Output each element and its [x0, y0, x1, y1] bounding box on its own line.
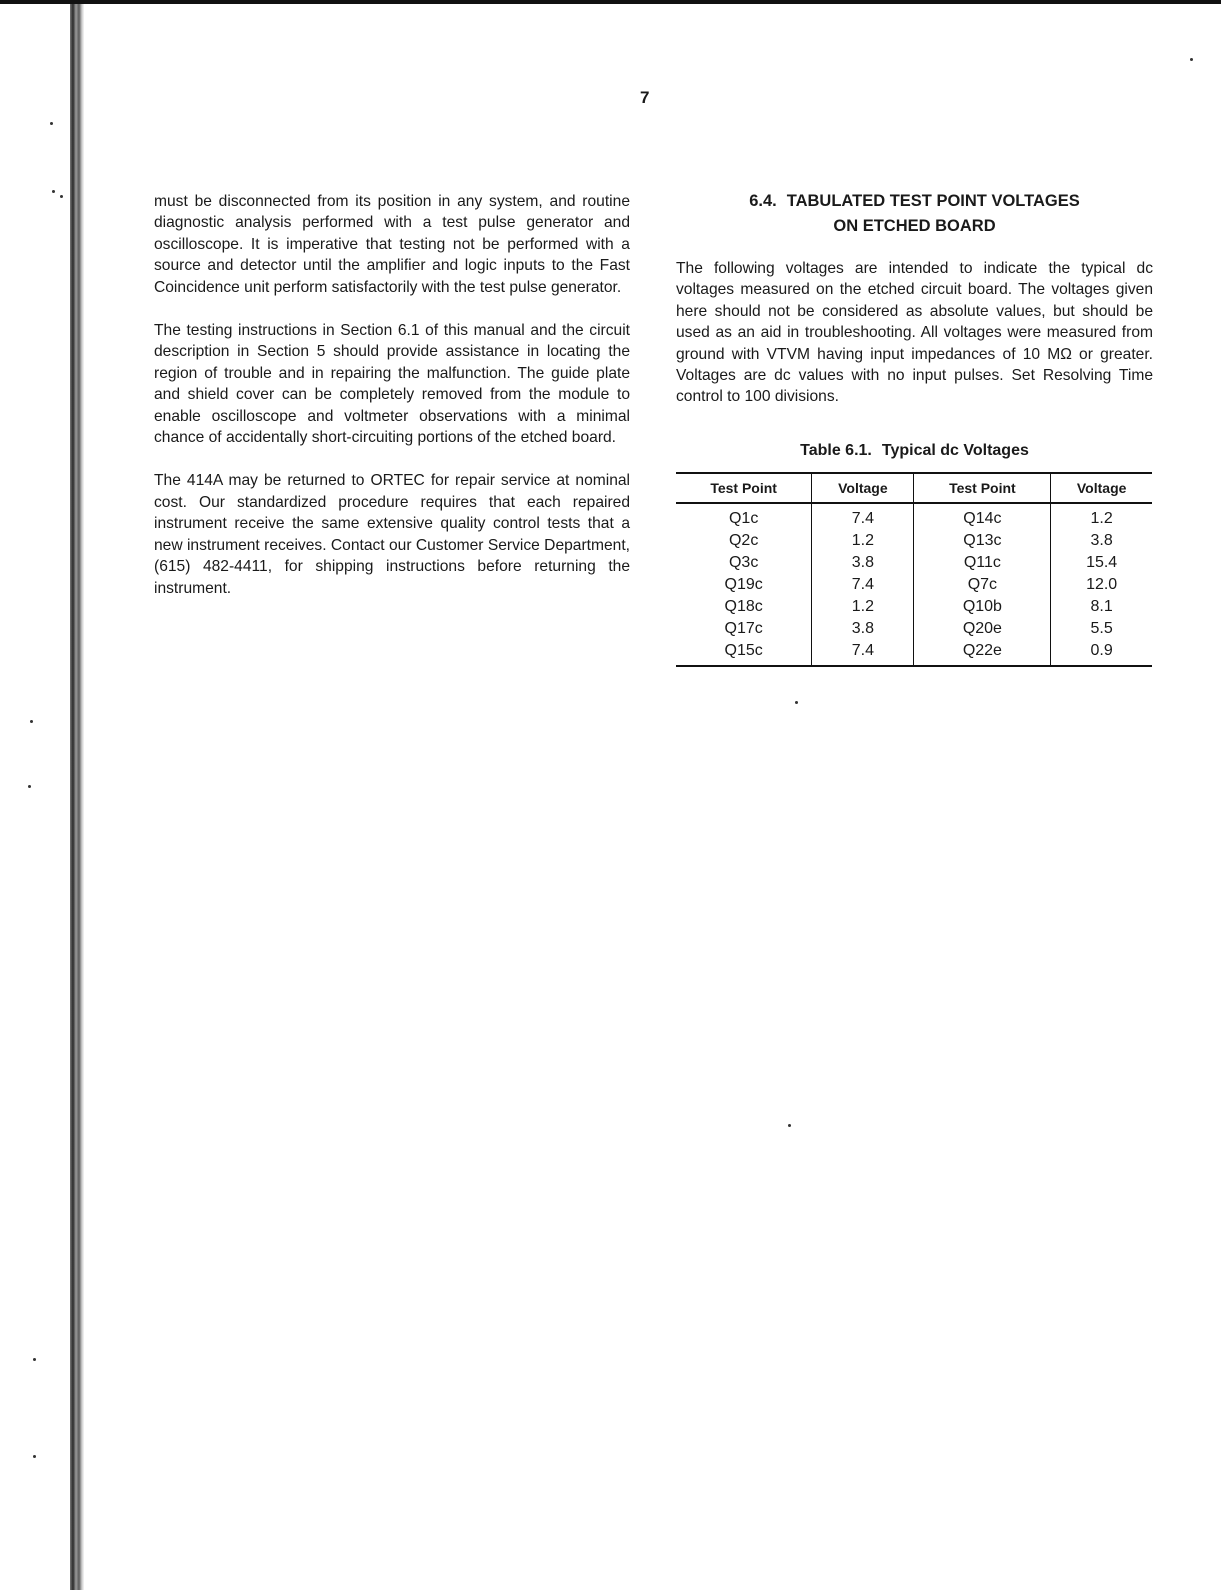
table-row — [676, 596, 1152, 618]
table-cell: Q7c — [914, 574, 1051, 596]
scan-speck — [52, 190, 55, 193]
table-cell: 3.8 — [812, 552, 914, 574]
table-row — [676, 618, 1152, 640]
table-cell: 7.4 — [812, 640, 914, 666]
table-cell: Q3c — [676, 552, 812, 574]
table-header-row — [676, 473, 1152, 503]
table-cell: 12.0 — [1086, 576, 1118, 593]
table-cell: Q19c — [676, 574, 812, 596]
body-paragraph: The testing instructions in Section 6.1 of this manual and the circuit description in Section 5 should provide assistance in locating the region of trouble and in repairing the malfunction. The guide plate and shield cover can be completely removed from the module to enable oscilloscope and voltmeter observations with a minimal chance of accidentally short-circuiting portions of the etched board. — [154, 322, 630, 447]
voltage-table — [676, 472, 1152, 667]
section-heading-line1 — [676, 189, 1153, 214]
column-header: Test Point — [676, 473, 812, 503]
section-number: 6.4. — [749, 192, 777, 210]
table-cell: Q2c — [676, 530, 812, 552]
column-header: Voltage — [812, 473, 914, 503]
scan-speck — [33, 1358, 36, 1361]
body-paragraph: must be disconnected from its position in any system, and routine diagnostic analysis performed with a test pulse generator and oscilloscope. It is imperative that testing not be performed with a source and detector until the amplifier and logic inputs to the Fast Coincidence unit perform satisfactorily with the test pulse generator. — [154, 193, 630, 296]
table-row — [676, 574, 1152, 596]
table-cell: Q17c — [676, 618, 812, 640]
table-cell: 3.8 — [1090, 532, 1113, 549]
table-cell: 7.4 — [812, 574, 914, 596]
table-row — [676, 552, 1152, 574]
table-cell: Q1c — [676, 503, 812, 530]
column-header: Test Point — [914, 473, 1051, 503]
table-row — [676, 503, 1152, 530]
table-cell: 0.9 — [1051, 640, 1152, 666]
table-cell: Q18c — [676, 596, 812, 618]
page-number: 7 — [640, 88, 650, 107]
table-cell: Q10b — [914, 596, 1051, 618]
table-caption — [676, 442, 1153, 460]
scan-speck — [795, 701, 798, 704]
table-cell: Q15c — [676, 640, 812, 666]
scan-speck — [28, 785, 31, 788]
table-row — [676, 640, 1152, 666]
section-title-line2: ON ETCHED BOARD — [833, 217, 996, 235]
scan-speck — [33, 1455, 36, 1458]
table-cell: 7.4 — [812, 503, 914, 530]
section-paragraph: The following voltages are intended to indicate the typical dc voltages measured on the etched circuit board. The voltages given here should not be considered as absolute values, but should be used as an aid in troubleshooting. All voltages were measured from ground with VTVM having input impedances of 10 MΩ or greater. Voltages are dc values with no input pulses. Set Resolving Time control to 100 divisions. — [676, 260, 1153, 406]
table-cell: Q11c — [914, 552, 1051, 574]
table-cell: 1.2 — [812, 530, 914, 552]
table-cell: 3.8 — [812, 618, 914, 640]
table-cell: Q20e — [914, 618, 1051, 640]
table-title: Typical dc Voltages — [881, 442, 1029, 459]
left-column — [154, 191, 630, 621]
scan-speck — [30, 720, 33, 723]
scan-top-border — [0, 0, 1221, 4]
scan-speck — [60, 195, 63, 198]
scan-speck — [1190, 58, 1193, 61]
binding-edge — [70, 4, 84, 1590]
table-row — [676, 530, 1152, 552]
table-number: Table 6.1. — [800, 442, 872, 459]
table-cell: 5.5 — [1090, 620, 1113, 637]
scan-speck — [788, 1124, 791, 1127]
table-cell: 1.2 — [812, 596, 914, 618]
table-cell: 8.1 — [1090, 598, 1113, 615]
right-column — [676, 258, 1153, 430]
scan-speck — [50, 122, 53, 125]
table-cell: Q22e — [914, 640, 1051, 666]
column-header: Voltage — [1051, 473, 1152, 503]
table-cell: 15.4 — [1086, 554, 1118, 571]
table-cell: Q14c — [914, 503, 1051, 530]
body-paragraph: The 414A may be returned to ORTEC for repair service at nominal cost. Our standardized procedure requires that each repaired instrument receive the same extensive quality control tests that a new instrument receives. Contact our Customer Service Department, (615) 482-4411, for shipping instructions before returning the instrument. — [154, 472, 630, 597]
section-heading — [676, 189, 1153, 239]
table-cell: 1.2 — [1090, 510, 1113, 527]
table-cell: Q13c — [914, 530, 1051, 552]
section-title-line1: TABULATED TEST POINT VOLTAGES — [786, 192, 1080, 210]
